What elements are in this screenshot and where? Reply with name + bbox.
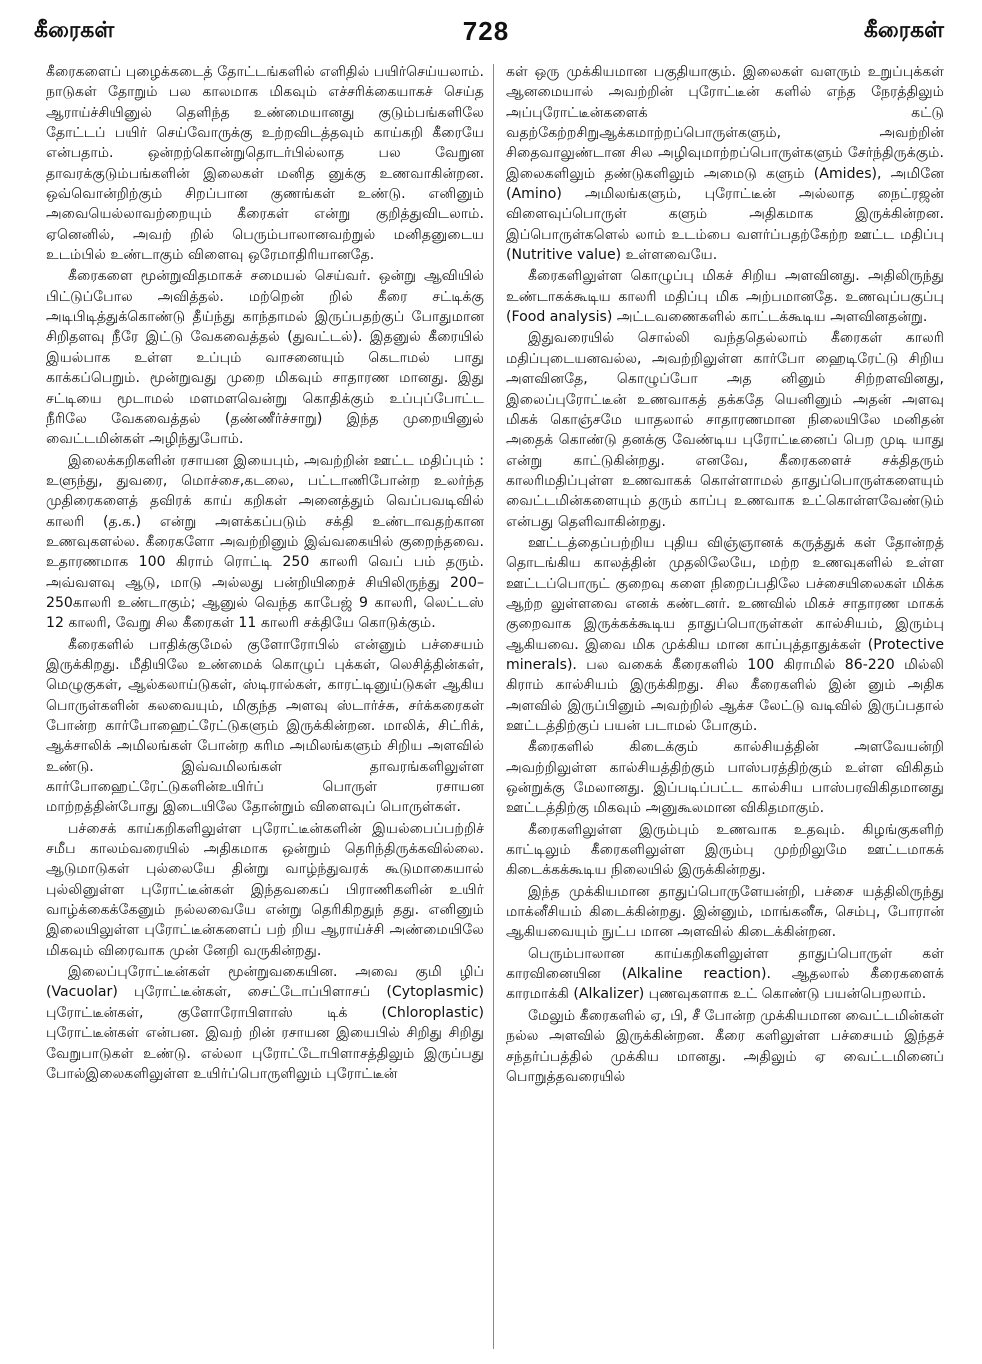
paragraph: மேலும் கீரைகளில் ஏ, பி, சீ போன்ற முக்கியமான வைட்டமின்கள் நல்ல அளவில் இருக்கின்றன. கீரை களிலுள்ள பச்சையம் இந்தச் சந்தர்ப்பத்தில் முக்கிய மானது. அதிலும் ஏ வைட்டமினைப் பொறுத்தவரையில் [506,1007,944,1085]
left-column [46,62,484,1352]
paragraph: இலைப்புரோட்டீன்கள் மூன்றுவகையின. அவை குமி ழிப் (Vacuolar) புரோட்டீன்கள், சைட்டோப்பிளாசப் (Cytoplasmic) புரோட்டீன்கள், குளோரோபிளாஸ் டிக் (Chloroplastic) புரோட்டீன்கள் என்பன. இவற் றின் ரசாயன இயைபில் சிறிது சிறிது வேறுபாடுகள் உண்டு. எல்லா புரோட்டோபிளாசத்திலும் இருப்பது போல்இலைகளிலுள்ள உயிர்ப்பொருளிலும் புரோட்டீன் [46,964,484,1082]
paragraph: கீரைகளை மூன்றுவிதமாகச் சமையல் செய்வர். ஒன்று ஆவியில் பிட்டுப்போல அவித்தல். மற்றென் றில் கீரை சட்டிக்கு அடிபிடித்துக்கொண்டு தீய்ந்து காந்தாமல் இருப்பதற்குப் போதுமான சிறிதளவு நீரே இட்டு வேகவைத்தல் (துவட்டல்). இதனுல் கீரையில் இயல்பாக உள்ள உப்பும் வாசனையும் கெடாமல் பாது காக்கப்பெறும். மூன்றுவது முறை மிகவும் சாதாரண மானது. இது சட்டியை மூடாமல் மளமளவென்று கொதிக்கும் உப்புப்போட்ட நீரிலே வேகவைத்தல் (தண்ணீர்ச்சாறு) இந்த முறையினுல் வைட்டமின்கள் அழிந்துபோம். [46,268,484,448]
right-column [506,62,944,1352]
paragraph: கீரைகளில் பாதிக்குமேல் குளோரோபில் என்னும் பச்சையம் இருக்கிறது. மீதியிலே உண்மைக் கொழுப் புக்கள், லெசித்தின்கள், மெழுகுகள், ஆல்கலாய்டுகள், ஸ்டிரால்கள், காரட்டினுய்டுகள் ஆகிய பொருள்களின் கலவையும், மிகுந்த அளவு ஸ்டார்ச்சு, சர்க்கரைகள் போன்ற கார்போஹைட்ரேட்டுகளும் இருக்கின்றன. மாலிக், சிட்ரிக், ஆக்சாலிக் அமிலங்கள் போன்ற கரிம அமிலங்களும் சிறிய அளவில் உண்டு. இவ்வமிலங்கள் தாவரங்களிலுள்ள கார்போஹைட்ரேட்டுகளின்உயிர்ப் பொருள் ரசாயன மாற்றத்தின்போது இடையிலே தோன்றும் விளைவுப் பொருள்கள். [46,636,484,816]
paragraph: கீரைகளிலுள்ள கொழுப்பு மிகச் சிறிய அளவினது. அதிலிருந்து உண்டாகக்கூடிய காலரி மதிப்பு மிக அற்பமானதே. உணவுப்பகுப்பு (Food analysis) அட்டவணைகளில் காட்டக்கூடிய அளவினதன்று. [506,268,944,326]
paragraph: இதுவரையில் சொல்லி வந்ததெல்லாம் கீரைகள் காலரி மதிப்புடையனவல்ல, அவற்றிலுள்ள கார்போ ஹைடிரேட்டு சிறிய அளவினதே, கொழுப்போ அத னினும் சிற்றளவினது, இலைப்புரோட்டீன் உணவாகத் தக்கதே யெனினும் அதன் அளவு மிகக் கொஞ்சமே யாதலால் சாதாரணமான நிலையிலே மனிதன் அதைக் கொண்டு தனக்கு வேண்டிய புரோட்டீனைப் பெற முடி யாது என்று காட்டுகின்றது. எனவே, கீரைகளைச் சக்திதரும் காலரிமதிப்புள்ள உணவாகக் கொள்ளாமல் தாதுப்பொருள்களையும் வைட்டமின்களையும் தரும் காப்பு உணவாக உட்கொள்ளவேண்டும் என்பது தெளிவாகின்றது. [506,330,944,530]
paragraph: கீரைகளில் கிடைக்கும் கால்சியத்தின் அளவேயன்றி அவற்றிலுள்ள கால்சியத்திற்கும் பாஸ்பரத்திற்கும் உள்ள விகிதம் ஒன்றுக்கு மேலானது. இப்படிப்பட்ட கால்சிய பாஸ்பரவிகிதமானது ஊட்டத்திற்கு மிகவும் அனுகூலமான விகிதமாகும். [506,739,944,817]
page-header [28,18,944,50]
paragraph: கீரைகளிலுள்ள இரும்பும் உணவாக உதவும். கிழங்குகளிற் காட்டிலும் கீரைகளிலுள்ள இரும்பு முற்றிலுமே ஊட்டமாகக் கிடைக்கக்கூடிய நிலையில் இருக்கின்றது. [506,821,944,879]
running-title-left: கீரைகள் [34,18,115,43]
paragraph: பெரும்பாலான காய்கறிகளிலுள்ள தாதுப்பொருள் கள் காரவினையின (Alkaline reaction). ஆதலால் கீரைகளைக் காரமாக்கி (Alkalizer) புணவுகளாக உட் கொண்டு பயன்பெறலாம். [506,945,944,1003]
paragraph: கள் ஒரு முக்கியமான பகுதியாகும். இலைகள் வளரும் உறுப்புக்கள் ஆனமையால் அவற்றின் புரோட்டீன் களில் எந்த நேரத்திலும் அப்புரோட்டீன்களைக் கட்டு வதற்கேற்றசிறுஆக்கமாற்றப்பொருள்களும், அவற்றின் சிதைவாலுண்டான சில அழிவுமாற்றப்பொருள்களும் சேர்ந்திருக்கும். இலைகளிலும் தண்டுகளிலும் அமைடு களும் (Amides), அமினே (Amino) அமிலங்களும், புரோட்டீன் அல்லாத நைட்ரஜன் விளைவுப்பொருள் களும் அதிகமாக இருக்கின்றன. இப்பொருள்களெல் லாம் உடம்பை வளர்ப்பதற்கேற்ற ஊட்ட மதிப்பு (Nutritive value) உள்ளவையே. [506,64,944,264]
running-title-right: கீரைகள் [863,18,944,43]
paragraph: இந்த முக்கியமான தாதுப்பொருளேயன்றி, பச்சை யத்திலிருந்து மாக்னீசியம் கிடைக்கின்றது. இன்னும், மாங்கனீசு, செம்பு, போரான் ஆகியவையும் நுட்ப மான அளவில் கிடைக்கின்றன. [506,883,944,941]
page-number: 728 [462,16,510,46]
paragraph: இலைக்கறிகளின் ரசாயன இயைபும், அவற்றின் ஊட்ட மதிப்பும் : உளுந்து, துவரை, மொச்சை,கடலை, பட்டாணிபோன்ற உலர்ந்த முதிரைகளைத் தவிரக் காய் கறிகள் அனைத்தும் வெப்பவடிவில் காலரி (த.க.) என்று அளக்கப்படும் சக்தி உண்டாவதற்கான உணவுகளல்ல. கீரைகளோ அவற்றினும் இவ்வகையில் குறைந்தவை. உதாரணமாக 100 கிராம் ரொட்டி 250 காலரி வெப் பம் தரும். அவ்வளவு ஆடு, மாடு அல்லது பன்றியிறைச் சியிலிருந்து 200–250காலரி உண்டாகும்; ஆனுல் வெந்த காபேஜ் 9 காலரி, லெட்டஸ் 12 காலரி, வேறு சில கீரைகள் 11 காலரி சக்தியே கொடுக்கும். [46,452,484,632]
column-divider [493,64,494,1349]
paragraph: ஊட்டத்தைப்பற்றிய புதிய விஞ்ஞானக் கருத்துக் கள் தோன்றத் தொடங்கிய காலத்தின் முதலிலேயே, மற்ற உணவுகளில் உள்ள ஊட்டப்பொருட் குறைவு களை நிறைப்பதிலே பச்சையிலைகள் மிக்க ஆற்ற லுள்ளவை எனக் கண்டனர். உணவில் மிகச் சாதாரண மாகக் குறைவாக இருக்கக்கூடிய தாதுப்பொருள்கள் கால்சியம், இரும்பு ஆகியவை. இவை மிக முக்கிய மான காப்புத்தாதுக்கள் (Protective minerals). பல வகைக் கீரைகளில் 100 கிராமில் 86-220 மில்லி கிராம் கால்சியம் இருக்கிறது. சில கீரைகளில் இன் னும் அதிக அளவில் இருப்பினும் அவற்றில் ஆக்ச லேட்டு வடிவில் இருப்பதால் ஊட்டத்திற்குப் பயன் படாமல் போகும். [506,534,944,734]
paragraph: கீரைகளைப் புழைக்கடைத் தோட்டங்களில் எளிதில் பயிர்செய்யலாம். நாடுகள் தோறும் பல காலமாக மிகவும் எச்சரிக்கையாகச் செய்த ஆராய்ச்சியினுல் தெளிந்த உண்மையானது குடும்பங்களிலே தோட்டப் பயிர் செய்வோருக்கு உற்றவிடத்தவும் காய்கறி கீரையே என்பதாம். ஒன்றற்கொன்றுதொடர்பில்லாத பல வேறுன தாவரக்குடும்பங்களின் இலைகள் மனித னுக்கு உணவாகின்றன. ஒவ்வொன்றிற்கும் சிறப்பான குணங்கள் உண்டு. எனினும் அவையெல்லாவற்றையும் கீரைகள் என்று குறித்துவிடலாம். ஏனெனில், அவற் றில் பெரும்பாலானவற்றுல் மனிதனுடைய உடம்பில் உண்டாகும் விளைவு ஒரேமாதிரியானதே. [46,64,484,264]
paragraph: பச்சைக் காய்கறிகளிலுள்ள புரோட்டீன்களின் இயல்பைப்பற்றிச் சமீப காலம்வரையில் அதிகமாக ஒன்றும் தெரிந்திருக்கவில்லை. ஆடுமாடுகள் புல்லையே தின்று வாழ்ந்துவரக் கூடுமாகையால் புல்லினுள்ள புரோட்டீன்கள் இந்தவகைப் பிராணிகளின் உயிர் வாழ்க்கைக்கேனும் நல்லவையே என்று தெரிகிறதுந் தது. எனினும் இலையிலுள்ள புரோட்டீன்களைப் பற் றிய ஆராய்ச்சி அண்மையிலே மிகவும் விரைவாக முன் னேறி வருகின்றது. [46,820,484,959]
